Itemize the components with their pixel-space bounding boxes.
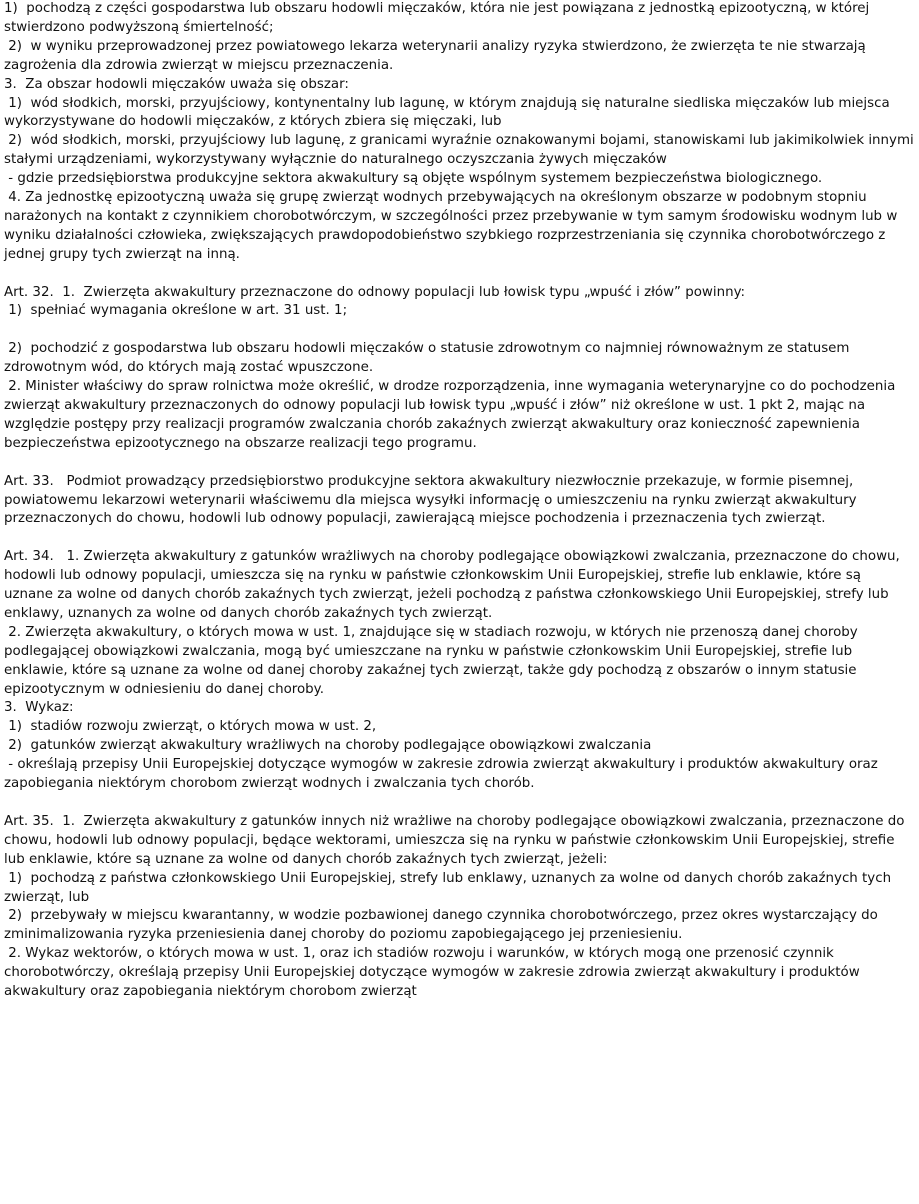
paragraph: 2. Minister właściwy do spraw rolnictwa może określić, w drodze rozporządzenia, inne wymagania weterynaryjne co do pochodzenia zwierząt akwakultury przeznaczonych do odnowy populacji lub łowisk typu „wpuść i złów” niż określone w ust. 1 pkt 2, mając na względzie postępy przy realizacji programów zwalczania chorób zakaźnych zwierząt akwakultury oraz konieczność zapewnienia bezpieczeństwa epizootycznego na obszarze realizacji tego programu.	[4, 379, 900, 451]
paragraph: 3. Wykaz:	[4, 700, 74, 716]
paragraph: 1) pochodzą z państwa członkowskiego Unii Europejskiej, strefy lub enklawy, uznanych za wolne od danych chorób zakaźnych tych zwierząt, lub	[4, 870, 896, 905]
paragraph: 2) gatunków zwierząt akwakultury wrażliwych na choroby podlegające obowiązkowi zwalczania	[4, 738, 652, 754]
article-heading-paragraph: Art. 34. 1. Zwierzęta akwakultury z gatunków wrażliwych na choroby podlegające obowiązkowi zwalczania, przeznaczone do chowu, hodowli lub odnowy populacji, umieszcza się na rynku w państwie członkowskim Unii Europejskiej, strefie lub enklawie, które są uznane za wolne od danych chorób zakaźnych tych zwierząt, jeżeli pochodzą z państwa członkowskiego Unii Europejskiej, strefy lub enklawy, uznanych za wolne od danych chorób zakaźnych tych zwierząt.	[4, 549, 905, 621]
paragraph: 2) przebywały w miejscu kwarantanny, w wodzie pozbawionej danego czynnika chorobotwórczego, przez okres wystarczający do zminimalizowania ryzyka przeniesienia danej choroby do poziomu zapobiegającego jej przeniesieniu.	[4, 908, 883, 943]
paragraph: 4. Za jednostkę epizootyczną uważa się grupę zwierząt wodnych przebywających na określonym obszarze w podobnym stopniu narażonych na kontakt z czynnikiem chorobotwórczym, w szczególności przez przebywanie w tym samym środowisku wodnym lub w wyniku działalności człowieka, zwiększających prawdopodobieństwo szybkiego rozprzestrzeniania się czynnika chorobotwórczego z jednej grupy tych zwierząt na inną.	[4, 190, 902, 262]
paragraph: 1) spełniać wymagania określone w art. 31 ust. 1;	[4, 303, 348, 319]
blank-line	[4, 454, 914, 473]
paragraph: 1) wód słodkich, morski, przyujściowy, kontynentalny lub lagunę, w którym znajdują się naturalne siedliska mięczaków lub miejsca wykorzystywane do hodowli mięczaków, z których zbiera się mięczaki, lub	[4, 95, 894, 130]
blank-line	[4, 794, 914, 813]
paragraph: 2) pochodzić z gospodarstwa lub obszaru hodowli mięczaków o statusie zdrowotnym co najmniej równoważnym ze statusem zdrowotnym wód, do których mają zostać wpuszczone.	[4, 341, 854, 376]
paragraph: 2. Zwierzęta akwakultury, o których mowa w ust. 1, znajdujące się w stadiach rozwoju, w których nie przenoszą danej choroby podlegającej obowiązkowi zwalczania, mogą być umieszczane na rynku w państwie członkowskim Unii Europejskiej, strefie lub enklawie, które są uznane za wolne od danej choroby zakaźnej tych zwierząt, także gdy pochodzą z obszarów o innym statusie epizootycznym w odniesieniu do danej choroby.	[4, 624, 862, 697]
blank-line	[4, 529, 914, 548]
article-heading-paragraph: Art. 35. 1. Zwierzęta akwakultury z gatunków innych niż wrażliwe na choroby podlegające obowiązkowi zwalczania, przeznaczone do chowu, hodowli lub odnowy populacji, będące wektorami, umieszcza się na rynku w państwie członkowskim Unii Europejskiej, strefie lub enklawie, które są uznane za wolne od danych chorób zakaźnych tych zwierząt, jeżeli:	[4, 813, 909, 867]
paragraph: 1) pochodzą z części gospodarstwa lub obszaru hodowli mięczaków, która nie jest powiązana z jednostką epizootyczną, w której stwierdzono podwyższoną śmiertelność;	[4, 1, 874, 35]
paragraph: 3. Za obszar hodowli mięczaków uważa się obszar:	[4, 76, 349, 92]
paragraph: 2. Wykaz wektorów, o których mowa w ust. 1, oraz ich stadiów rozwoju i warunków, w których mogą one przenosić czynnik chorobotwórczy, określają przepisy Unii Europejskiej dotyczące wymogów w zakresie zdrowia zwierząt akwakultury i produktów akwakultury oraz zapobiegania niektórym chorobom zwierząt	[4, 946, 864, 1000]
paragraph: 2) wód słodkich, morski, przyujściowy lub lagunę, z granicami wyraźnie oznakowanymi bojami, stanowiskami lub jakimikolwiek innymi stałymi urządzeniami, wykorzystywany wyłącznie do naturalnego oczyszczania żywych mięczaków	[4, 133, 918, 168]
paragraph: - określają przepisy Unii Europejskiej dotyczące wymogów w zakresie zdrowia zwierząt akwakultury i produktów akwakultury oraz zapobiegania niektórym chorobom zwierząt wodnych i zwalczania tych chorób.	[4, 757, 883, 792]
blank-line	[4, 265, 914, 284]
paragraph: 2) w wyniku przeprowadzonej przez powiatowego lekarza weterynarii analizy ryzyka stwierdzono, że zwierzęta te nie stwarzają zagrożenia dla zdrowia zwierząt w miejscu przeznaczenia.	[4, 38, 870, 73]
paragraph: - gdzie przedsiębiorstwa produkcyjne sektora akwakultury są objęte wspólnym systemem bezpieczeństwa biologicznego.	[4, 171, 823, 187]
blank-line	[4, 321, 914, 340]
article-heading-paragraph: Art. 32. 1. Zwierzęta akwakultury przeznaczone do odnowy populacji lub łowisk typu „wpuść i złów” powinny:	[4, 284, 746, 300]
paragraph: 1) stadiów rozwoju zwierząt, o których mowa w ust. 2,	[4, 719, 377, 735]
article-heading-paragraph: Art. 33. Podmiot prowadzący przedsiębiorstwo produkcyjne sektora akwakultury niezwłocznie przekazuje, w formie pisemnej, powiatowemu lekarzowi weterynarii właściwemu dla miejsca wysyłki informację o umieszczeniu na rynku zwierząt akwakultury przeznaczonych do chowu, hodowli lub odnowy populacji, zawierającą miejsce pochodzenia i przeznaczenia tych zwierząt.	[4, 473, 861, 527]
